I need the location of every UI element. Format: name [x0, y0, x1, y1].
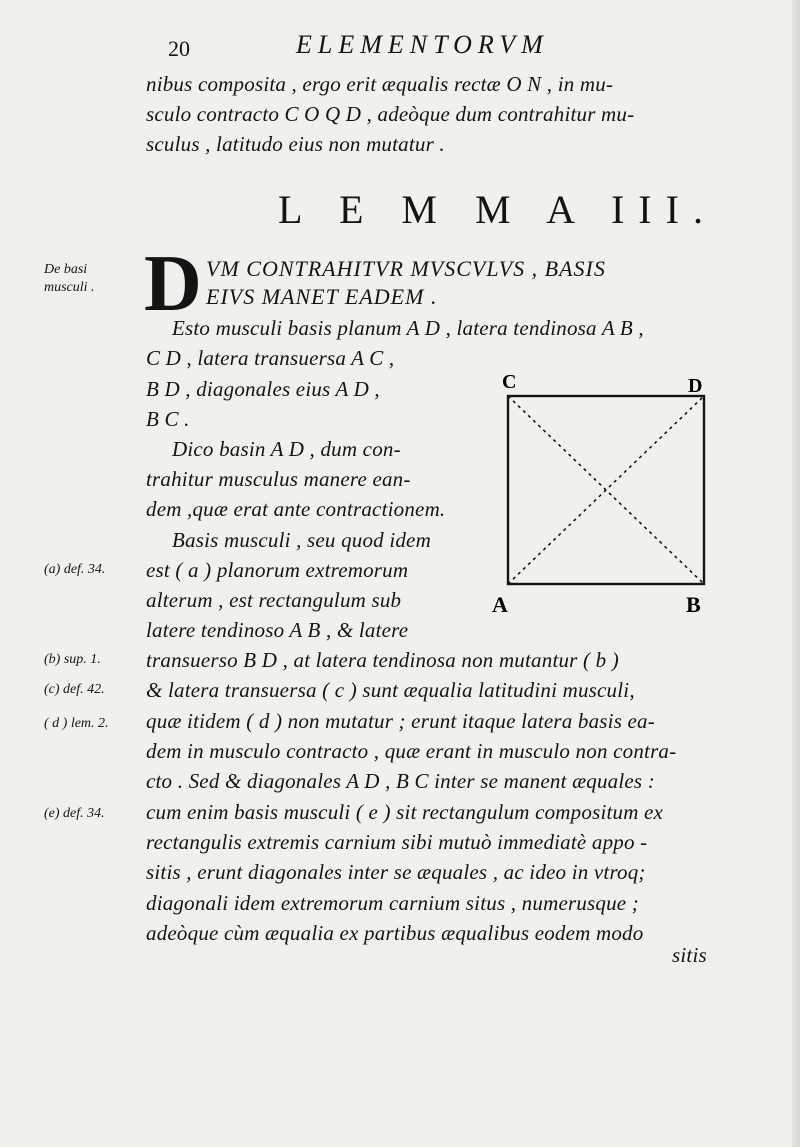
text-line: Dico basin A D , dum con-	[172, 437, 401, 461]
text-line: nibus composita , ergo erit æqualis rectæ O N , in mu-	[146, 72, 614, 96]
text-line: dem in musculo contracto , quæ erant in musculo non contra-	[146, 739, 677, 763]
text-line: alterum , est rectangulum sub	[146, 588, 402, 612]
text-line: Basis musculi , seu quod idem	[172, 528, 431, 552]
label-a: A	[492, 592, 508, 617]
text-line: & latera transuersa ( c ) sunt æqualia latitudini musculi,	[146, 678, 635, 702]
text-line: transuerso B D , at latera tendinosa non mutantur ( b )	[146, 648, 619, 672]
diagonal-bc	[508, 396, 704, 584]
text-line: Esto musculi basis planum A D , latera tendinosa A B ,	[172, 316, 644, 340]
margin-reference: (c) def. 42.	[44, 682, 105, 697]
text-line: cum enim basis musculi ( e ) sit rectangulum compositum ex	[146, 800, 664, 824]
page-number: 20	[168, 36, 190, 61]
label-d: D	[688, 375, 703, 397]
text-line: sculus , latitudo eius non mutatur .	[146, 132, 445, 156]
label-b: B	[686, 592, 701, 617]
side-note-line: De basi	[44, 262, 88, 277]
text-line: B D , diagonales eius A D ,	[146, 377, 380, 401]
text-line: C D , latera transuersa A C ,	[146, 346, 395, 370]
margin-reference: (b) sup. 1.	[44, 652, 101, 667]
text-line: diagonali idem extremorum carnium situs , numerusque ;	[146, 891, 639, 915]
drop-cap: D	[144, 240, 202, 328]
text-line: quæ itidem ( d ) non mutatur ; erunt itaque latera basis ea-	[146, 709, 655, 733]
text-line: adeòque cùm æqualia ex partibus æqualibus eodem modo	[146, 921, 644, 945]
margin-reference: (e) def. 34.	[44, 806, 105, 821]
margin-reference: (a) def. 34.	[44, 562, 106, 577]
label-c: C	[502, 372, 517, 393]
text-line: cto . Sed & diagonales A D , B C inter se manent æquales :	[146, 769, 655, 793]
text-line: rectangulis extremis carnium sibi mutuò immediatè appo -	[146, 830, 648, 854]
text-line: trahitur musculus manere ean-	[146, 467, 411, 491]
text-line: dem ,quæ erat ante contractionem.	[146, 497, 446, 521]
margin-reference: ( d ) lem. 2.	[44, 716, 109, 731]
lemma-heading: L E M M A III.	[278, 187, 717, 232]
rectangle-diagram	[488, 372, 728, 622]
page-edge	[792, 0, 800, 1147]
text-line: B C .	[146, 407, 190, 431]
text-line: sitis , erunt diagonales inter se æquales , ac ideo in vtroq;	[146, 860, 646, 884]
text-line: latere tendinoso A B , & latere	[146, 618, 409, 642]
running-title: ELEMENTORVM	[296, 30, 549, 59]
text-line: sculo contracto C O Q D , adeòque dum contrahitur mu-	[146, 102, 635, 126]
catchword: sitis	[672, 943, 707, 967]
lemma-statement-line: VM CONTRAHITVR MVSCVLVS , BASIS	[206, 256, 606, 281]
lemma-statement-line: EIVS MANET EADEM .	[206, 284, 438, 309]
side-note-line: musculi .	[44, 280, 95, 295]
text-line: est ( a ) planorum extremorum	[146, 558, 409, 582]
